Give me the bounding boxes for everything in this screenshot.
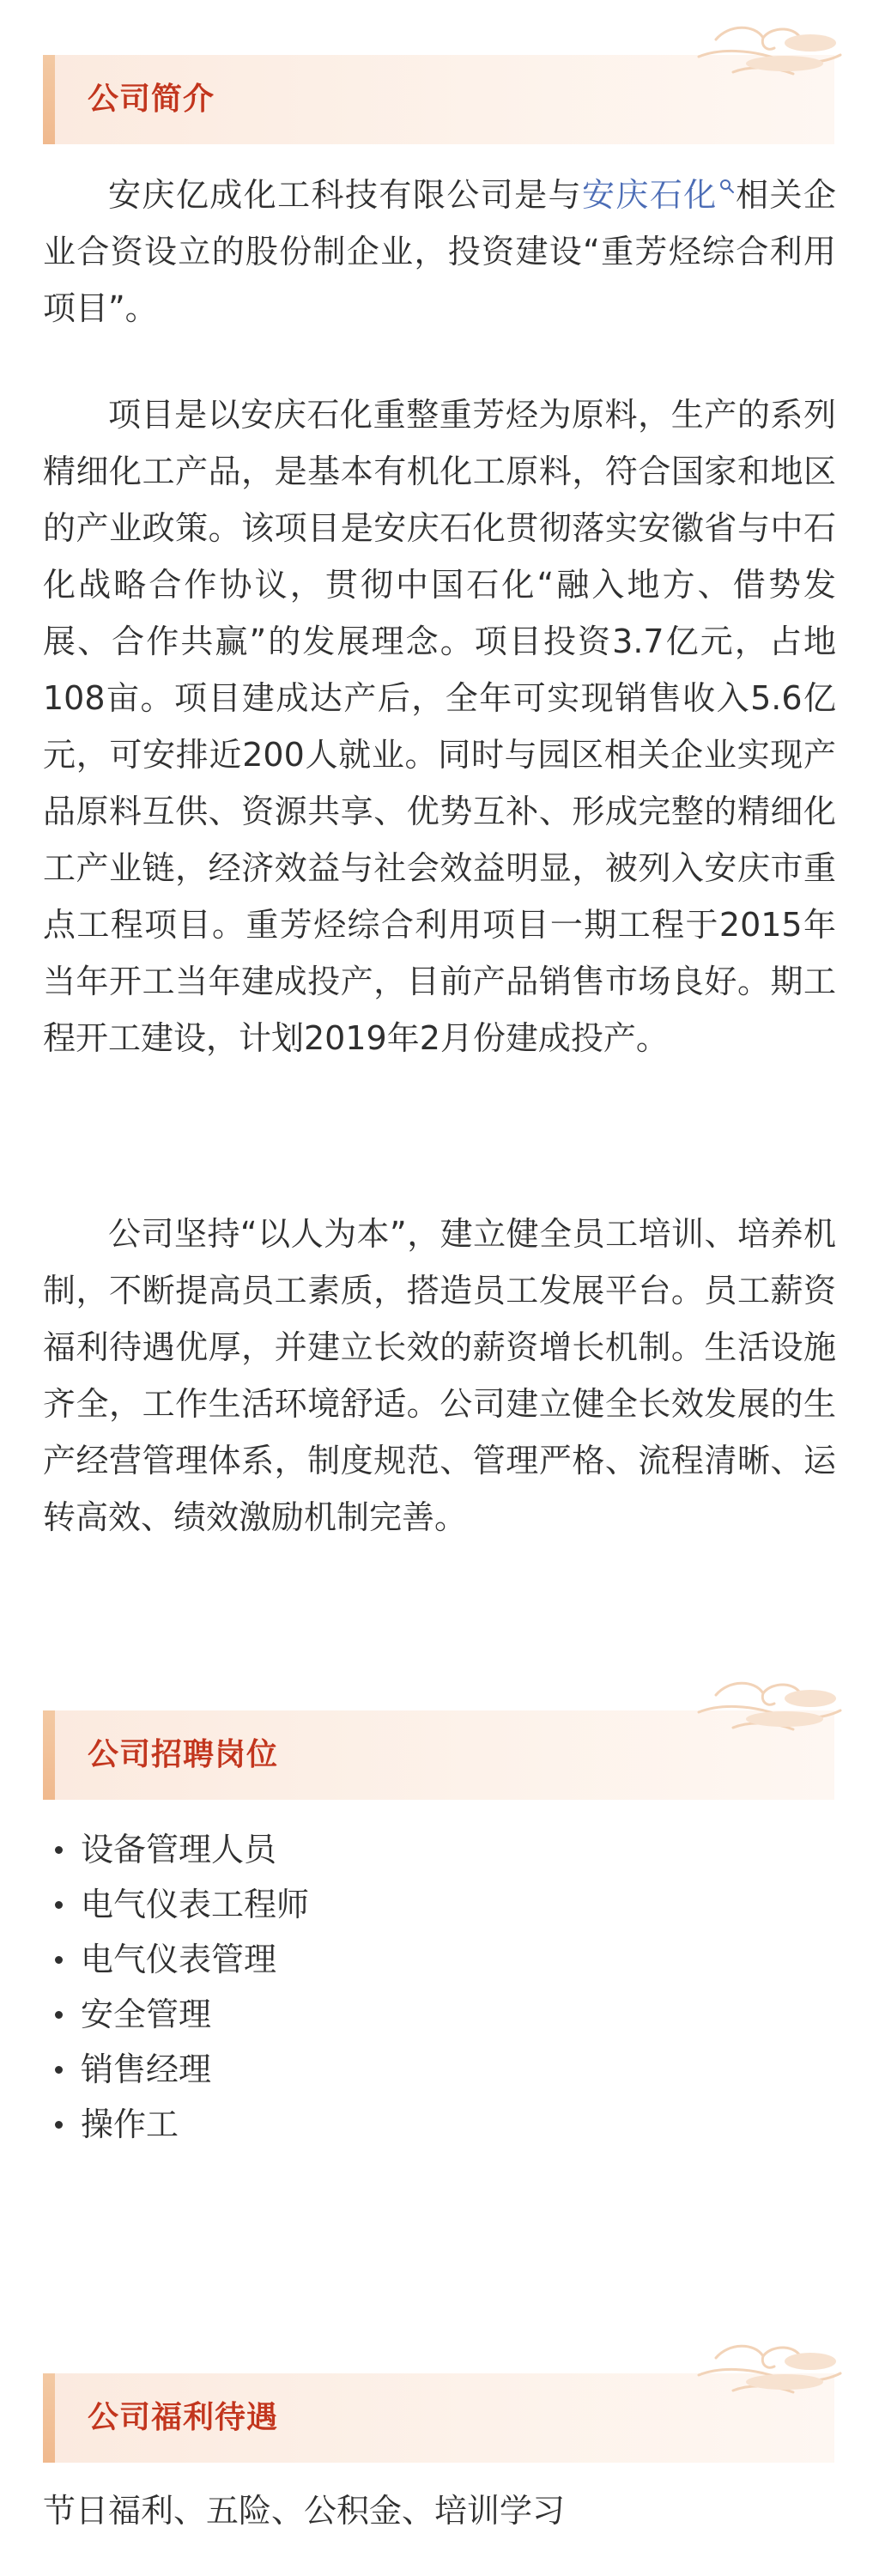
list-item [46, 1932, 836, 1987]
header-accent-bar [43, 2373, 55, 2463]
bullet-dot-icon [55, 2066, 63, 2074]
intro-paragraph-2: 项目是以安庆石化重整重芳烃为原料，生产的系列精细化工产品，是基本有机化工原料，符合国家和地区的产业政策。该项目是安庆石化贯彻落实安徽省与中石化战略合作协议，贯彻中国石化“融入地方、借势发展、合作共赢”的发展理念。项目投资3.7亿元，占地108亩。项目建成达产后，全年可实现销售收入5.6亿元，可安排近200人就业。同时与园区相关企业实现产品原料互供、资源共享、优势互补、形成完整的精细化工产业链，经济效益与社会效益明显，被列入安庆市重点工程项目。重芳烃综合利用项目一期工程于2015年当年开工当年建成投产，目前产品销售市场良好。期工程开工建设，计划2019年2月份建成投产。 [43, 396, 836, 1057]
bullet-dot-icon [55, 2011, 63, 2019]
job-title: 安全管理 [81, 1996, 212, 2033]
intro-paragraph-1-text-a: 安庆亿成化工科技有限公司是与 [108, 176, 582, 214]
bullet-dot-icon [55, 1846, 63, 1854]
section-title-jobs: 公司招聘岗位 [88, 1737, 279, 1772]
section-header-jobs [43, 1710, 834, 1800]
section-header-benefits [43, 2373, 834, 2463]
job-list [46, 1822, 836, 2152]
bullet-dot-icon [55, 1956, 63, 1964]
job-title: 操作工 [81, 2105, 179, 2143]
anqing-petrochem-link[interactable]: 安庆石化 [581, 176, 718, 214]
section-title-benefits: 公司福利待遇 [88, 2400, 279, 2435]
intro-paragraph-1 [43, 167, 836, 337]
section-header-intro [43, 55, 834, 144]
search-icon[interactable] [719, 179, 735, 194]
intro-paragraph-1-text-b: 相关企业合资设立的股份制企业，投资建设“重芳烃综合利用项目”。 [43, 176, 836, 327]
job-title: 设备管理人员 [81, 1831, 277, 1868]
header-accent-bar [43, 1710, 55, 1800]
list-item [46, 2042, 836, 2097]
cloud-ornament-icon [682, 14, 845, 91]
job-title: 电气仪表管理 [81, 1941, 277, 1978]
job-title: 销售经理 [81, 2050, 212, 2088]
intro-paragraph-3: 公司坚持“以人为本”，建立健全员工培训、培养机制，不断提高员工素质，搭造员工发展平台。员工薪资福利待遇优厚，并建立长效的薪资增长机制。生活设施齐全，工作生活环境舒适。公司建立健全长效发展的生产经营管理体系，制度规范、管理严格、流程清晰、运转高效、绩效激励机制完善。 [43, 1215, 836, 1536]
bullet-dot-icon [55, 1901, 63, 1909]
job-title: 电气仪表工程师 [81, 1886, 310, 1923]
bullet-dot-icon [55, 2121, 63, 2129]
list-item [46, 1877, 836, 1932]
list-item [46, 1822, 836, 1877]
benefits-text: 节日福利、五险、公积金、培训学习 [43, 2492, 566, 2530]
section-title-intro: 公司简介 [88, 82, 215, 117]
cloud-ornament-icon [682, 1669, 845, 1747]
list-item [46, 2097, 836, 2152]
cloud-ornament-icon [682, 2332, 845, 2409]
list-item [46, 1987, 836, 2042]
header-accent-bar [43, 55, 55, 144]
